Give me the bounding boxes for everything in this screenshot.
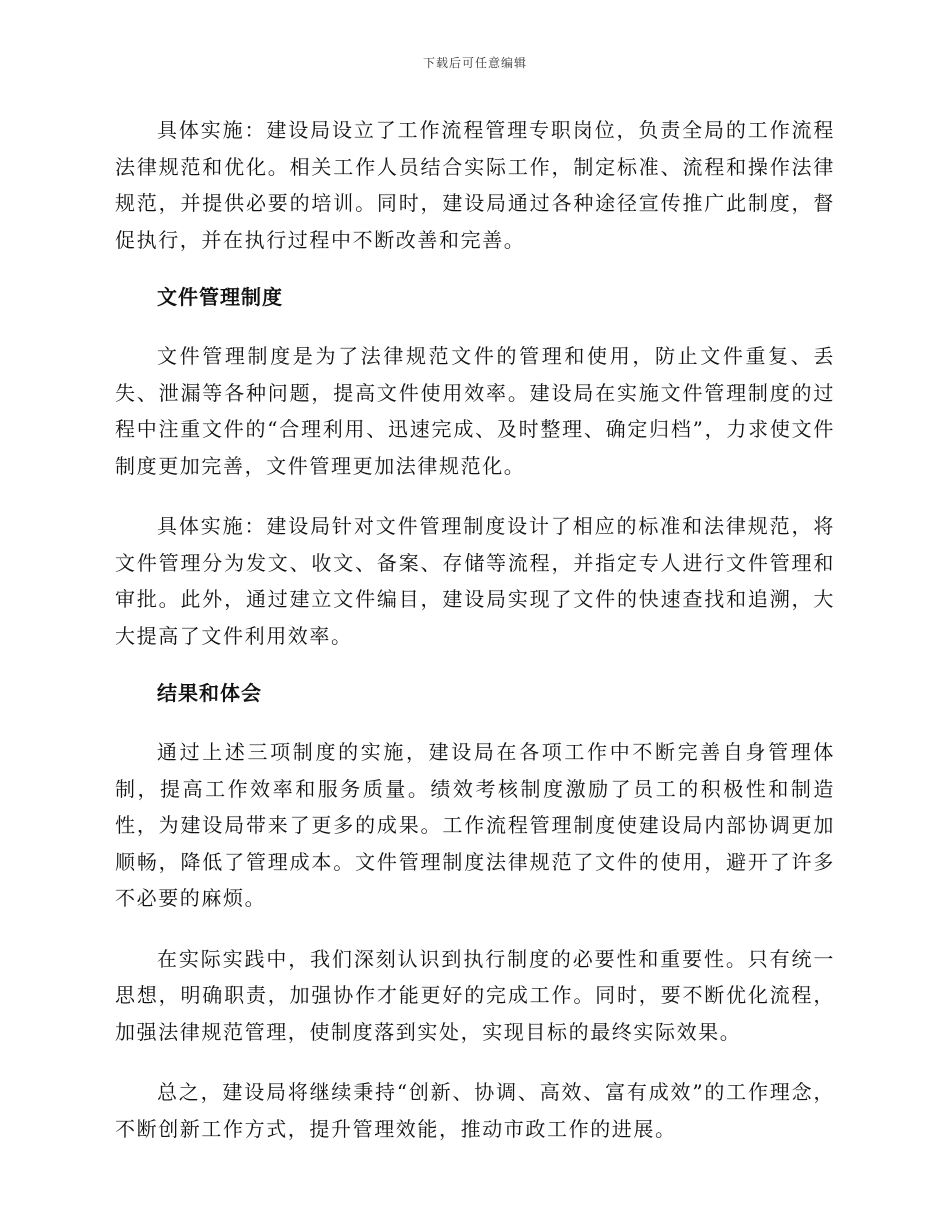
heading-results: 结果和体会: [157, 681, 262, 705]
heading-file-management: 文件管理制度: [157, 285, 283, 309]
paragraph-practice-lessons: 在实际实践中，我们深刻认识到执行制度的必要性和重要性。只有统一思想，明确职责，加强协作才能更好的完成工作。同时，要不断优化流程，加强法律规范管理，使制度落到实处，实现目标的最终实际效果。: [115, 946, 835, 1044]
paragraph-file-management-intro: 文件管理制度是为了法律规范文件的管理和使用，防止文件重复、丢失、泄漏等各种问题，提高文件使用效率。建设局在实施文件管理制度的过程中注重文件的“合理利用、迅速完成、及时整理、确定归档”，力求使文件制度更加完善，文件管理更加法律规范化。: [115, 344, 835, 478]
paragraph-file-management-implementation: 具体实施：建设局针对文件管理制度设计了相应的标准和法律规范，将文件管理分为发文、收文、备案、存储等流程，并指定专人进行文件管理和审批。此外，通过建立文件编目，建设局实现了文件的快速查找和追溯，大大提高了文件利用效率。: [115, 514, 835, 648]
paragraph-workflow-implementation: 具体实施：建设局设立了工作流程管理专职岗位，负责全局的工作流程法律规范和优化。相关工作人员结合实际工作，制定标准、流程和操作法律规范，并提供必要的培训。同时，建设局通过各种途径宣传推广此制度，督促执行，并在执行过程中不断改善和完善。: [115, 118, 835, 252]
page-header-note: 下载后可任意编辑: [422, 56, 527, 70]
paragraph-results-summary: 通过上述三项制度的实施，建设局在各项工作中不断完善自身管理体制，提高工作效率和服务质量。绩效考核制度激励了员工的积极性和制造性，为建设局带来了更多的成果。工作流程管理制度使建设局内部协调更加顺畅，降低了管理成本。文件管理制度法律规范了文件的使用，避开了许多不必要的麻烦。: [115, 740, 835, 910]
document-body: [115, 112, 835, 1171]
paragraph-conclusion: 总之，建设局将继续秉持“创新、协调、高效、富有成效”的工作理念，不断创新工作方式，提升管理效能，推动市政工作的进展。: [115, 1080, 835, 1141]
